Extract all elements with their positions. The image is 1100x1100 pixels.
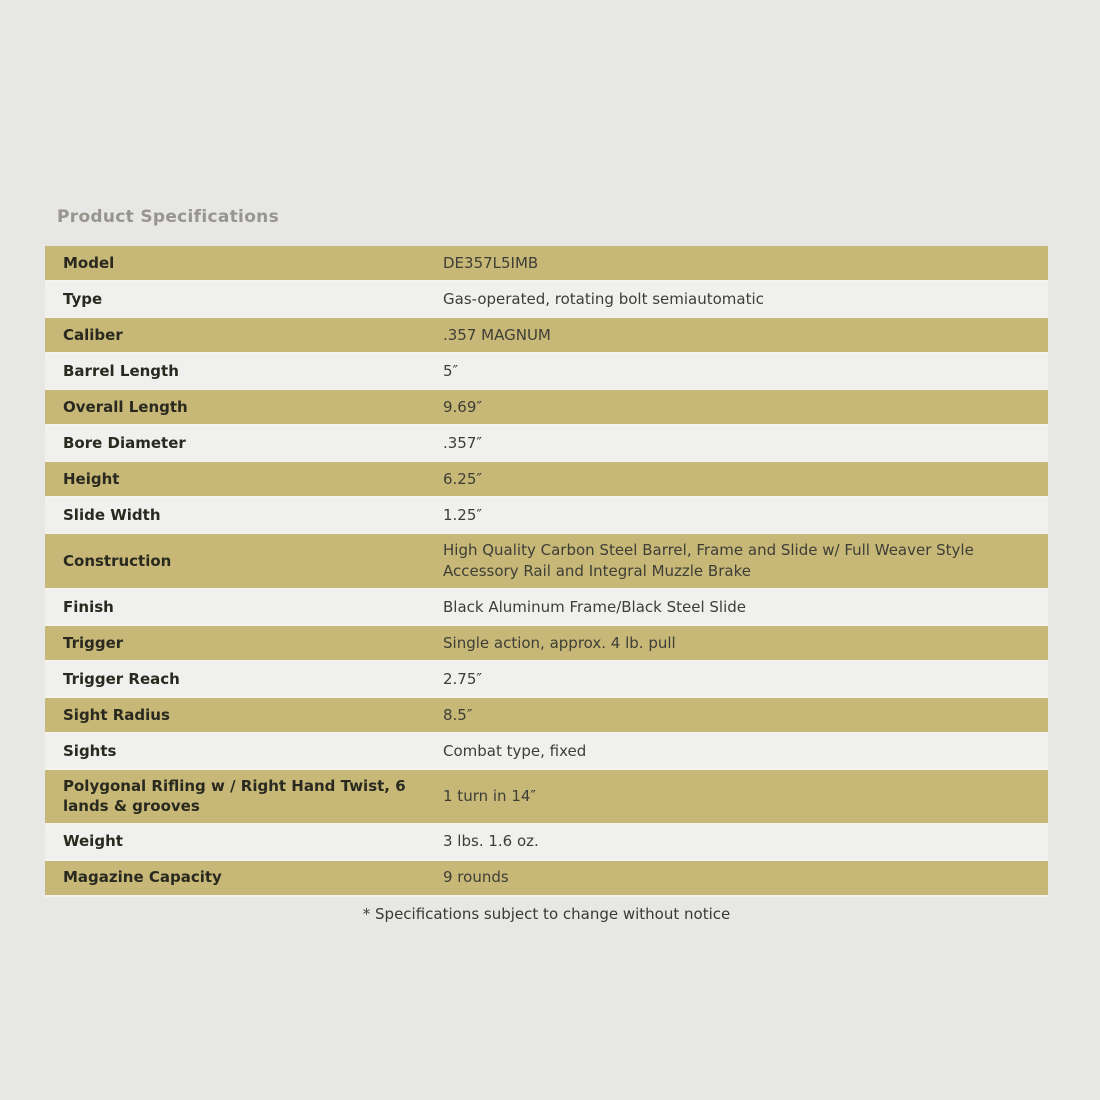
table-row: [45, 825, 1048, 861]
table-row: [45, 498, 1048, 534]
spec-label: Trigger Reach: [63, 669, 180, 688]
spec-value: Single action, approx. 4 lb. pull: [443, 633, 676, 652]
spec-value: 2.75″: [443, 669, 483, 688]
table-row: [45, 626, 1048, 662]
spec-value: Black Aluminum Frame/Black Steel Slide: [443, 597, 747, 616]
spec-value: 8.5″: [443, 705, 473, 724]
table-row: [45, 390, 1048, 426]
spec-value: Gas-operated, rotating bolt semiautomatic: [443, 289, 764, 308]
spec-label: Construction: [63, 551, 172, 570]
spec-label: Model: [63, 253, 115, 272]
table-row: [45, 861, 1048, 897]
spec-value: .357 MAGNUM: [443, 325, 551, 344]
table-row: [45, 354, 1048, 390]
table-row: [45, 770, 1048, 825]
table-row: [45, 246, 1048, 282]
spec-value: 1.25″: [443, 505, 483, 524]
table-row: [45, 734, 1048, 770]
spec-value: DE357L5IMB: [443, 253, 539, 272]
spec-table: [45, 246, 1048, 897]
table-row: [45, 426, 1048, 462]
table-row: [45, 590, 1048, 626]
spec-label: Overall Length: [63, 397, 188, 416]
spec-value: 5″: [443, 361, 459, 380]
spec-label: Bore Diameter: [63, 433, 186, 452]
spec-value: 9.69″: [443, 397, 483, 416]
spec-label: Sight Radius: [63, 705, 170, 724]
spec-label: Barrel Length: [63, 361, 179, 380]
table-row: [45, 462, 1048, 498]
spec-value: 9 rounds: [443, 868, 509, 886]
table-row: [45, 534, 1048, 590]
spec-label: Finish: [63, 597, 114, 616]
spec-value: High Quality Carbon Steel Barrel, Frame and Slide w/ Full Weaver Style Accessory Rail and Integral Muzzle Brake: [443, 541, 974, 580]
spec-label: Slide Width: [63, 505, 161, 524]
spec-label: Magazine Capacity: [63, 868, 222, 887]
table-row: [45, 318, 1048, 354]
page-title: Product Specifications: [57, 207, 279, 227]
spec-label: Type: [63, 289, 103, 308]
spec-label: Polygonal Rifling w / Right Hand Twist, 6 lands & grooves: [63, 777, 406, 816]
specs-footnote: * Specifications subject to change without notice: [362, 905, 731, 923]
spec-label: Weight: [63, 832, 123, 851]
spec-value: .357″: [443, 433, 483, 452]
spec-value: 1 turn in 14″: [443, 786, 537, 805]
table-row: [45, 662, 1048, 698]
spec-value: 3 lbs. 1.6 oz.: [443, 832, 539, 850]
spec-value: Combat type, fixed: [443, 741, 587, 760]
spec-label: Sights: [63, 741, 117, 760]
table-row: [45, 698, 1048, 734]
spec-label: Trigger: [63, 633, 124, 652]
spec-value: 6.25″: [443, 469, 483, 488]
spec-label: Height: [63, 469, 120, 488]
spec-label: Caliber: [63, 325, 123, 344]
table-row: [45, 282, 1048, 318]
